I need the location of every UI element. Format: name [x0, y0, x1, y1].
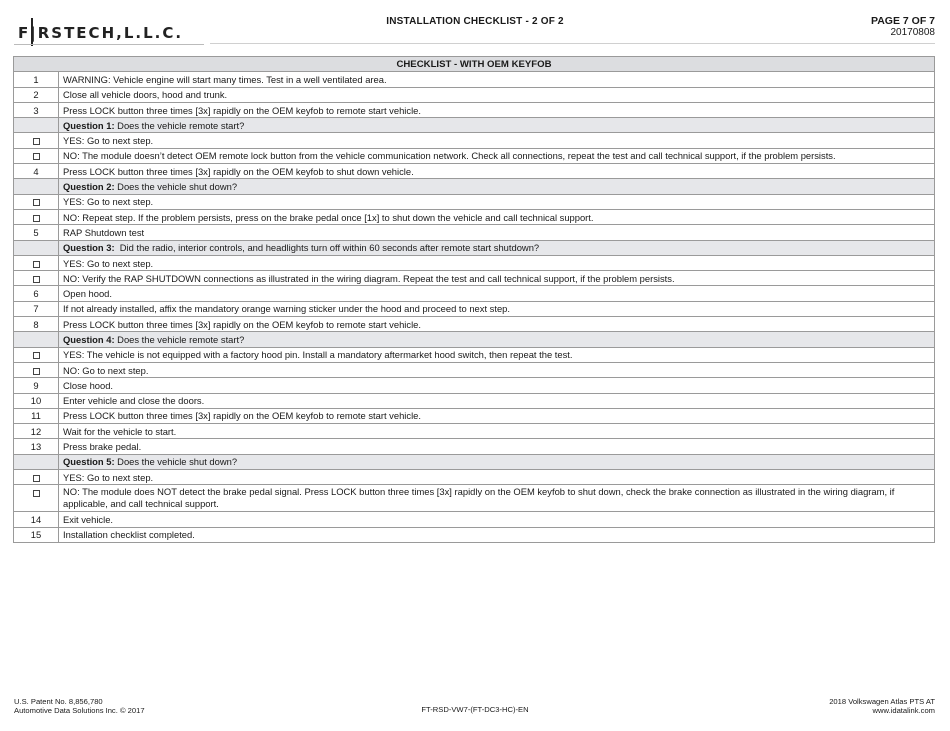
step-text-cell: [59, 485, 935, 512]
step-number: 5: [14, 225, 59, 240]
step-number: 4: [14, 164, 59, 179]
step-number: 14: [14, 512, 59, 527]
step-text-cell: [59, 255, 935, 270]
step-number: 7: [14, 301, 59, 316]
step-number: 11: [14, 408, 59, 423]
step-row: [14, 164, 935, 179]
header-divider: [210, 43, 935, 44]
checklist-table: [13, 56, 935, 543]
step-text-cell: [59, 527, 935, 542]
step-text-cell: [59, 286, 935, 301]
step-text: Close all vehicle doors, hood and trunk.: [63, 89, 228, 101]
step-text-cell: [59, 148, 935, 163]
empty-cell: [14, 179, 59, 194]
step-number: 6: [14, 286, 59, 301]
step-row: [14, 512, 935, 527]
step-row: [14, 286, 935, 301]
checkbox-cell: [14, 347, 59, 362]
question-text: Does the vehicle shut down?: [114, 181, 238, 193]
question-row: [14, 179, 935, 194]
step-text-cell: [59, 118, 935, 133]
step-number: 13: [14, 439, 59, 454]
step-text: WARNING: Vehicle engine will start many times. Test in a well ventilated area.: [63, 73, 387, 85]
question-label: Question 1:: [63, 119, 115, 131]
checkbox-cell: [14, 271, 59, 286]
page-number: PAGE 7 OF 7: [871, 15, 935, 27]
step-text: Enter vehicle and close the doors.: [63, 395, 205, 407]
step-text: YES: Go to next step.: [63, 257, 154, 269]
step-text: RAP Shutdown test: [63, 226, 145, 238]
checkbox-cell: [14, 133, 59, 148]
checkbox-cell: [14, 194, 59, 209]
checklist-heading: CHECKLIST - WITH OEM KEYFOB: [14, 57, 935, 72]
empty-cell: [14, 332, 59, 347]
step-text: Wait for the vehicle to start.: [63, 425, 177, 437]
checkbox-row: [14, 194, 935, 209]
step-text-cell: [59, 133, 935, 148]
checkbox[interactable]: [33, 138, 40, 145]
step-row: [14, 317, 935, 332]
step-text-cell: [59, 271, 935, 286]
checkbox[interactable]: [33, 199, 40, 206]
step-number: 10: [14, 393, 59, 408]
checklist-body: [14, 72, 935, 543]
step-text-cell: [59, 317, 935, 332]
question-row: [14, 454, 935, 469]
checkbox-row: [14, 255, 935, 270]
step-number: 8: [14, 317, 59, 332]
question-row: [14, 332, 935, 347]
step-number: 15: [14, 527, 59, 542]
question-label: Question 3:: [63, 242, 115, 254]
step-text: Press LOCK button three times [3x] rapidly on the OEM keyfob to remote start vehicle.: [63, 104, 421, 116]
checkbox-cell: [14, 255, 59, 270]
step-text: NO: Verify the RAP SHUTDOWN connections as illustrated in the wiring diagram. Repeat the test and call technical support, if the problem persists.: [63, 272, 675, 284]
checkbox-cell: [14, 485, 59, 512]
checkbox-row: [14, 470, 935, 485]
step-text-cell: [59, 378, 935, 393]
step-row: [14, 378, 935, 393]
checkbox[interactable]: [33, 153, 40, 160]
patent-number: U.S. Patent No. 8,856,780: [14, 697, 103, 706]
checkbox-row: [14, 209, 935, 224]
checkbox[interactable]: [33, 475, 40, 482]
footer-right: [829, 697, 935, 715]
document-date: 20170808: [890, 27, 935, 38]
step-text-cell: [59, 209, 935, 224]
step-row: [14, 424, 935, 439]
step-text-cell: [59, 87, 935, 102]
step-text-cell: [59, 408, 935, 423]
document-code: FT-RSD-VW7-(FT-DC3-HC)-EN: [421, 705, 529, 714]
step-row: [14, 393, 935, 408]
page-info: [871, 15, 935, 39]
step-text: Press brake pedal.: [63, 441, 142, 453]
step-text-cell: [59, 164, 935, 179]
step-text-cell: [59, 454, 935, 469]
step-row: [14, 102, 935, 117]
step-text-cell: [59, 470, 935, 485]
question-label: Question 5:: [63, 456, 115, 468]
step-text: Press LOCK button three times [3x] rapidly on the OEM keyfob to remote start vehicle.: [63, 318, 421, 330]
step-text: YES: Go to next step.: [63, 471, 154, 483]
step-text-cell: [59, 362, 935, 377]
step-text-cell: [59, 194, 935, 209]
step-text: Press LOCK button three times [3x] rapidly on the OEM keyfob to remote start vehicle.: [63, 410, 421, 422]
question-label: Question 4:: [63, 333, 115, 345]
checkbox[interactable]: [33, 352, 40, 359]
checkbox-cell: [14, 362, 59, 377]
step-text: NO: The module doesn’t detect OEM remote lock button from the vehicle communication network. Check all connections, repeat the test and call technical support, if the problem persists.: [63, 150, 836, 162]
checkbox-cell: [14, 209, 59, 224]
step-text: Exit vehicle.: [63, 513, 114, 525]
step-text: If not already installed, affix the mandatory orange warning sticker under the hood and proceed to next step.: [63, 303, 510, 315]
step-text-cell: [59, 512, 935, 527]
step-text: Press LOCK button three times [3x] rapidly on the OEM keyfob to shut down vehicle.: [63, 165, 414, 177]
step-text-cell: [59, 424, 935, 439]
step-row: [14, 408, 935, 423]
checkbox[interactable]: [33, 490, 40, 497]
question-label: Question 2:: [63, 181, 115, 193]
checkbox-row: [14, 485, 935, 512]
step-row: [14, 439, 935, 454]
logo-underline: [14, 44, 204, 45]
empty-cell: [14, 454, 59, 469]
step-number: 12: [14, 424, 59, 439]
step-text: Installation checklist completed.: [63, 529, 195, 541]
step-text-cell: [59, 347, 935, 362]
step-text-cell: [59, 240, 935, 255]
step-text-cell: [59, 72, 935, 87]
step-number: 1: [14, 72, 59, 87]
step-text-cell: [59, 225, 935, 240]
step-text: YES: Go to next step.: [63, 196, 154, 208]
checkbox-cell: [14, 470, 59, 485]
step-row: [14, 87, 935, 102]
question-row: [14, 240, 935, 255]
step-text: YES: Go to next step.: [63, 135, 154, 147]
step-text: NO: Repeat step. If the problem persists, press on the brake pedal once [1x] to shut down the vehicle and call technical support.: [63, 211, 594, 223]
checkbox[interactable]: [33, 276, 40, 283]
step-text-cell: [59, 102, 935, 117]
step-number: 9: [14, 378, 59, 393]
checkbox-row: [14, 347, 935, 362]
step-text-cell: [59, 439, 935, 454]
checkbox-row: [14, 271, 935, 286]
checkbox[interactable]: [33, 215, 40, 222]
step-text: NO: The module does NOT detect the brake pedal signal. Press LOCK button three times [3x] rapidly on the OEM keyfob to shut down, check the brake connection as illustrated in the wiring diagram, if applicable, and call technical support.: [63, 486, 897, 510]
step-row: [14, 527, 935, 542]
step-text-cell: [59, 301, 935, 316]
step-text: YES: The vehicle is not equipped with a factory hood pin. Install a mandatory aftermarket hood switch, then repeat the test.: [63, 349, 573, 361]
empty-cell: [14, 240, 59, 255]
empty-cell: [14, 118, 59, 133]
checkbox-cell: [14, 148, 59, 163]
checkbox[interactable]: [33, 368, 40, 375]
question-text: Did the radio, interior controls, and headlights turn off within 60 seconds after remote start shutdown?: [114, 242, 540, 254]
checkbox-row: [14, 133, 935, 148]
checkbox-row: [14, 362, 935, 377]
step-text-cell: [59, 332, 935, 347]
step-text: Close hood.: [63, 379, 114, 391]
question-text: Does the vehicle remote start?: [114, 333, 245, 345]
vehicle-model: 2018 Volkswagen Atlas PTS AT: [829, 697, 935, 706]
checkbox[interactable]: [33, 261, 40, 268]
step-text-cell: [59, 179, 935, 194]
copyright: Automotive Data Solutions Inc. © 2017: [14, 706, 145, 715]
checkbox-row: [14, 148, 935, 163]
document-title: INSTALLATION CHECKLIST - 2 OF 2: [386, 16, 564, 27]
question-text: Does the vehicle shut down?: [114, 456, 238, 468]
step-row: [14, 301, 935, 316]
step-text: NO: Go to next step.: [63, 364, 149, 376]
step-text-cell: [59, 393, 935, 408]
website: www.idatalink.com: [872, 706, 935, 715]
step-text: Open hood.: [63, 288, 112, 300]
step-row: [14, 225, 935, 240]
company-logo: F|RSTECH,L.L.C.: [18, 24, 184, 42]
question-text: Does the vehicle remote start?: [114, 119, 245, 131]
step-row: [14, 72, 935, 87]
step-number: 2: [14, 87, 59, 102]
question-row: [14, 118, 935, 133]
step-number: 3: [14, 102, 59, 117]
